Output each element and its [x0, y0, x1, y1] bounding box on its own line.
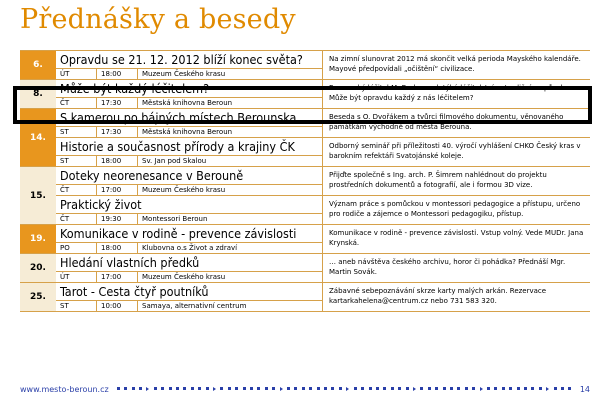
footer-dot	[480, 387, 483, 391]
footer-dot	[383, 387, 386, 390]
footer-dot	[250, 387, 253, 390]
event-place: Městská knihovna Beroun	[142, 128, 233, 136]
event-title: Hledání vlastních předků	[56, 254, 322, 272]
event-weekday: ST	[56, 301, 97, 311]
footer-dot	[154, 387, 157, 390]
footer-dot	[391, 387, 394, 390]
footer-dot	[117, 387, 120, 390]
footer-dot	[287, 387, 290, 390]
footer-dot	[428, 387, 431, 390]
footer-dot	[132, 387, 135, 390]
event-time: 18:00	[97, 69, 138, 79]
event-time: 17:00	[97, 272, 138, 282]
footer-dot	[398, 387, 401, 390]
event-time: 17:30	[97, 127, 138, 137]
event-descriptions	[323, 283, 590, 311]
footer-dot	[568, 387, 571, 390]
event-list	[56, 51, 323, 79]
event-weekday: ÚT	[56, 69, 97, 79]
footer-dot	[376, 387, 379, 390]
event-meta	[56, 272, 322, 282]
footer-dot	[450, 387, 453, 390]
event-descriptions	[323, 167, 590, 224]
footer-dot	[546, 387, 549, 391]
event-list	[56, 109, 323, 166]
footer-dot	[139, 387, 142, 390]
footer-dot	[420, 387, 423, 390]
event-day-row	[20, 254, 590, 283]
footer-dot	[339, 387, 342, 390]
footer-dot	[346, 387, 349, 391]
event-meta	[56, 214, 322, 224]
day-number: 19.	[20, 225, 56, 253]
event-item	[56, 225, 322, 253]
footer-dot	[443, 387, 446, 390]
event-description: Odborný seminář při příležitosti 40. výročí vyhlášení CHKO Český kras v barokním refektáři Svatojánské koleje.	[323, 137, 590, 166]
event-time: 17:00	[97, 185, 138, 195]
footer-dot	[213, 387, 216, 391]
footer-dot	[235, 387, 238, 390]
event-place: Samaya, alternativní centrum	[142, 302, 247, 310]
event-item	[56, 109, 322, 137]
event-weekday: ÚT	[56, 272, 97, 282]
footer	[20, 383, 590, 395]
event-title: Praktický život	[56, 196, 322, 214]
footer-dot	[331, 387, 334, 390]
event-place: Klubovna o.s Život a zdraví	[142, 244, 238, 252]
footer-dot	[465, 387, 468, 390]
event-description: … aneb návštěva českého archivu, horor či pohádka? Přednáší Mgr. Martin Sovák.	[329, 258, 566, 276]
event-time: 18:00	[97, 156, 138, 166]
event-day-row	[20, 283, 590, 312]
event-place: Městská knihovna Beroun	[142, 99, 233, 107]
footer-dot	[457, 387, 460, 390]
footer-dot	[176, 387, 179, 390]
footer-dot	[265, 387, 268, 390]
event-title: S kamerou po bájných místech Berounska	[56, 109, 322, 127]
footer-dot	[183, 387, 186, 390]
day-number: 14.	[20, 109, 56, 166]
event-place: Muzeum Českého krasu	[142, 70, 226, 78]
event-descriptions	[323, 109, 590, 166]
event-list	[56, 254, 323, 282]
event-day-row	[20, 80, 590, 109]
event-day-row	[20, 109, 590, 167]
event-place: Sv. Jan pod Skalou	[142, 157, 207, 165]
footer-dot	[206, 387, 209, 390]
footer-dot	[502, 387, 505, 390]
footer-dot	[539, 387, 542, 390]
event-description: Beseda s O. Dvořákem a tvůrci filmového dokumentu, věnovaného památkám východně od města Berouna.	[329, 113, 564, 131]
event-description: Zábavné sebepoznávání skrze karty malých arkán. Rezervace kartarkahelena@centrum.cz nebo 731 583 320.	[329, 287, 547, 305]
footer-dot	[272, 387, 275, 390]
event-meta	[56, 301, 322, 311]
footer-dot	[561, 387, 564, 390]
event-weekday: ČT	[56, 214, 97, 224]
footer-dot	[220, 387, 223, 390]
event-description: Komunikace v rodině - prevence závislosti. Vstup volný. Vede MUDr. Jana Krynská.	[329, 229, 584, 247]
event-meta	[56, 127, 322, 137]
footer-dot	[317, 387, 320, 390]
footer-dot	[309, 387, 312, 390]
event-description: Význam práce s pomůckou v montessori pedagogice a přístupu, určeno pro rodiče a zájemce o Montessori pedagogiku, přístup.	[323, 195, 590, 224]
event-meta	[56, 156, 322, 166]
event-list	[56, 80, 323, 108]
footer-dot	[280, 387, 283, 391]
event-weekday: ČT	[56, 185, 97, 195]
event-place: Montessori Beroun	[142, 215, 208, 223]
event-day-row	[20, 50, 590, 80]
event-list	[56, 225, 323, 253]
footer-dot	[472, 387, 475, 390]
footer-dot	[524, 387, 527, 390]
event-time: 18:00	[97, 243, 138, 253]
event-title: Komunikace v rodině - prevence závislosti	[56, 225, 322, 243]
event-meta	[56, 98, 322, 108]
event-weekday: ST	[56, 156, 97, 166]
footer-dot	[361, 387, 364, 390]
event-description: Berounský léčitel M. Berka se dotýká léčitelství netradičním způsobem. Může být opravdu každý z nás léčitelem?	[329, 84, 579, 102]
event-meta	[56, 243, 322, 253]
event-list	[56, 283, 323, 311]
event-place: Muzeum Českého krasu	[142, 186, 226, 194]
event-time: 17:30	[97, 98, 138, 108]
day-number: 6.	[20, 51, 56, 79]
event-description: Přijďte společně s Ing. arch. P. Šimrem nahlédnout do projektu prostředních dokumentů a fotografií, ale i formou 3D vize.	[329, 171, 547, 189]
footer-dot	[413, 387, 416, 391]
footer-dot	[406, 387, 409, 390]
footer-dot	[257, 387, 260, 390]
footer-dot	[302, 387, 305, 390]
event-title: Doteky neorenesance v Berouně	[56, 167, 322, 185]
event-day-row	[20, 167, 590, 225]
footer-dot-rule	[117, 387, 572, 391]
event-weekday: ST	[56, 127, 97, 137]
event-item	[56, 51, 322, 79]
footer-dot	[146, 387, 149, 391]
page-number: 14	[579, 384, 590, 394]
footer-dot	[531, 387, 534, 390]
footer-dot	[243, 387, 246, 390]
day-number: 15.	[20, 167, 56, 224]
event-place: Muzeum Českého krasu	[142, 273, 226, 281]
footer-dot	[161, 387, 164, 390]
event-item	[56, 80, 322, 108]
day-number: 20.	[20, 254, 56, 282]
event-weekday: ČT	[56, 98, 97, 108]
event-meta	[56, 185, 322, 195]
event-item	[56, 137, 322, 166]
event-descriptions	[323, 254, 590, 282]
event-day-row	[20, 225, 590, 254]
footer-dot	[354, 387, 357, 390]
event-time: 10:00	[97, 301, 138, 311]
footer-dot	[554, 387, 557, 390]
event-item	[56, 195, 322, 224]
footer-dot	[228, 387, 231, 390]
footer-dot	[324, 387, 327, 390]
event-item	[56, 254, 322, 282]
footer-dot	[198, 387, 201, 390]
footer-dot	[191, 387, 194, 390]
footer-dot	[124, 387, 127, 390]
footer-url[interactable]: www.mesto-beroun.cz	[20, 384, 109, 394]
event-item	[56, 167, 322, 195]
event-title: Opravdu se 21. 12. 2012 blíží konec světa?	[56, 51, 322, 69]
day-number: 8.	[20, 80, 56, 108]
events-table	[20, 50, 590, 312]
event-description: Na zimní slunovrat 2012 má skončit velká perioda Mayského kalendáře. Mayové předpovídali „očištění“ civilizace.	[329, 55, 581, 73]
event-meta	[56, 69, 322, 79]
event-title: Tarot - Cesta čtyř poutníků	[56, 283, 322, 301]
event-descriptions	[323, 80, 590, 108]
event-descriptions	[323, 51, 590, 79]
event-list	[56, 167, 323, 224]
footer-dot	[487, 387, 490, 390]
footer-dot	[294, 387, 297, 390]
event-descriptions	[323, 225, 590, 253]
event-title: Může být každý léčitelem?	[56, 80, 322, 98]
footer-dot	[169, 387, 172, 390]
event-weekday: PO	[56, 243, 97, 253]
page-title: Přednášky a besedy	[20, 4, 296, 35]
footer-dot	[369, 387, 372, 390]
day-number: 25.	[20, 283, 56, 311]
footer-dot	[509, 387, 512, 390]
event-item	[56, 283, 322, 311]
event-title: Historie a současnost přírody a krajiny ČK	[56, 138, 322, 156]
footer-dot	[435, 387, 438, 390]
event-time: 19:30	[97, 214, 138, 224]
footer-dot	[517, 387, 520, 390]
footer-dot	[494, 387, 497, 390]
